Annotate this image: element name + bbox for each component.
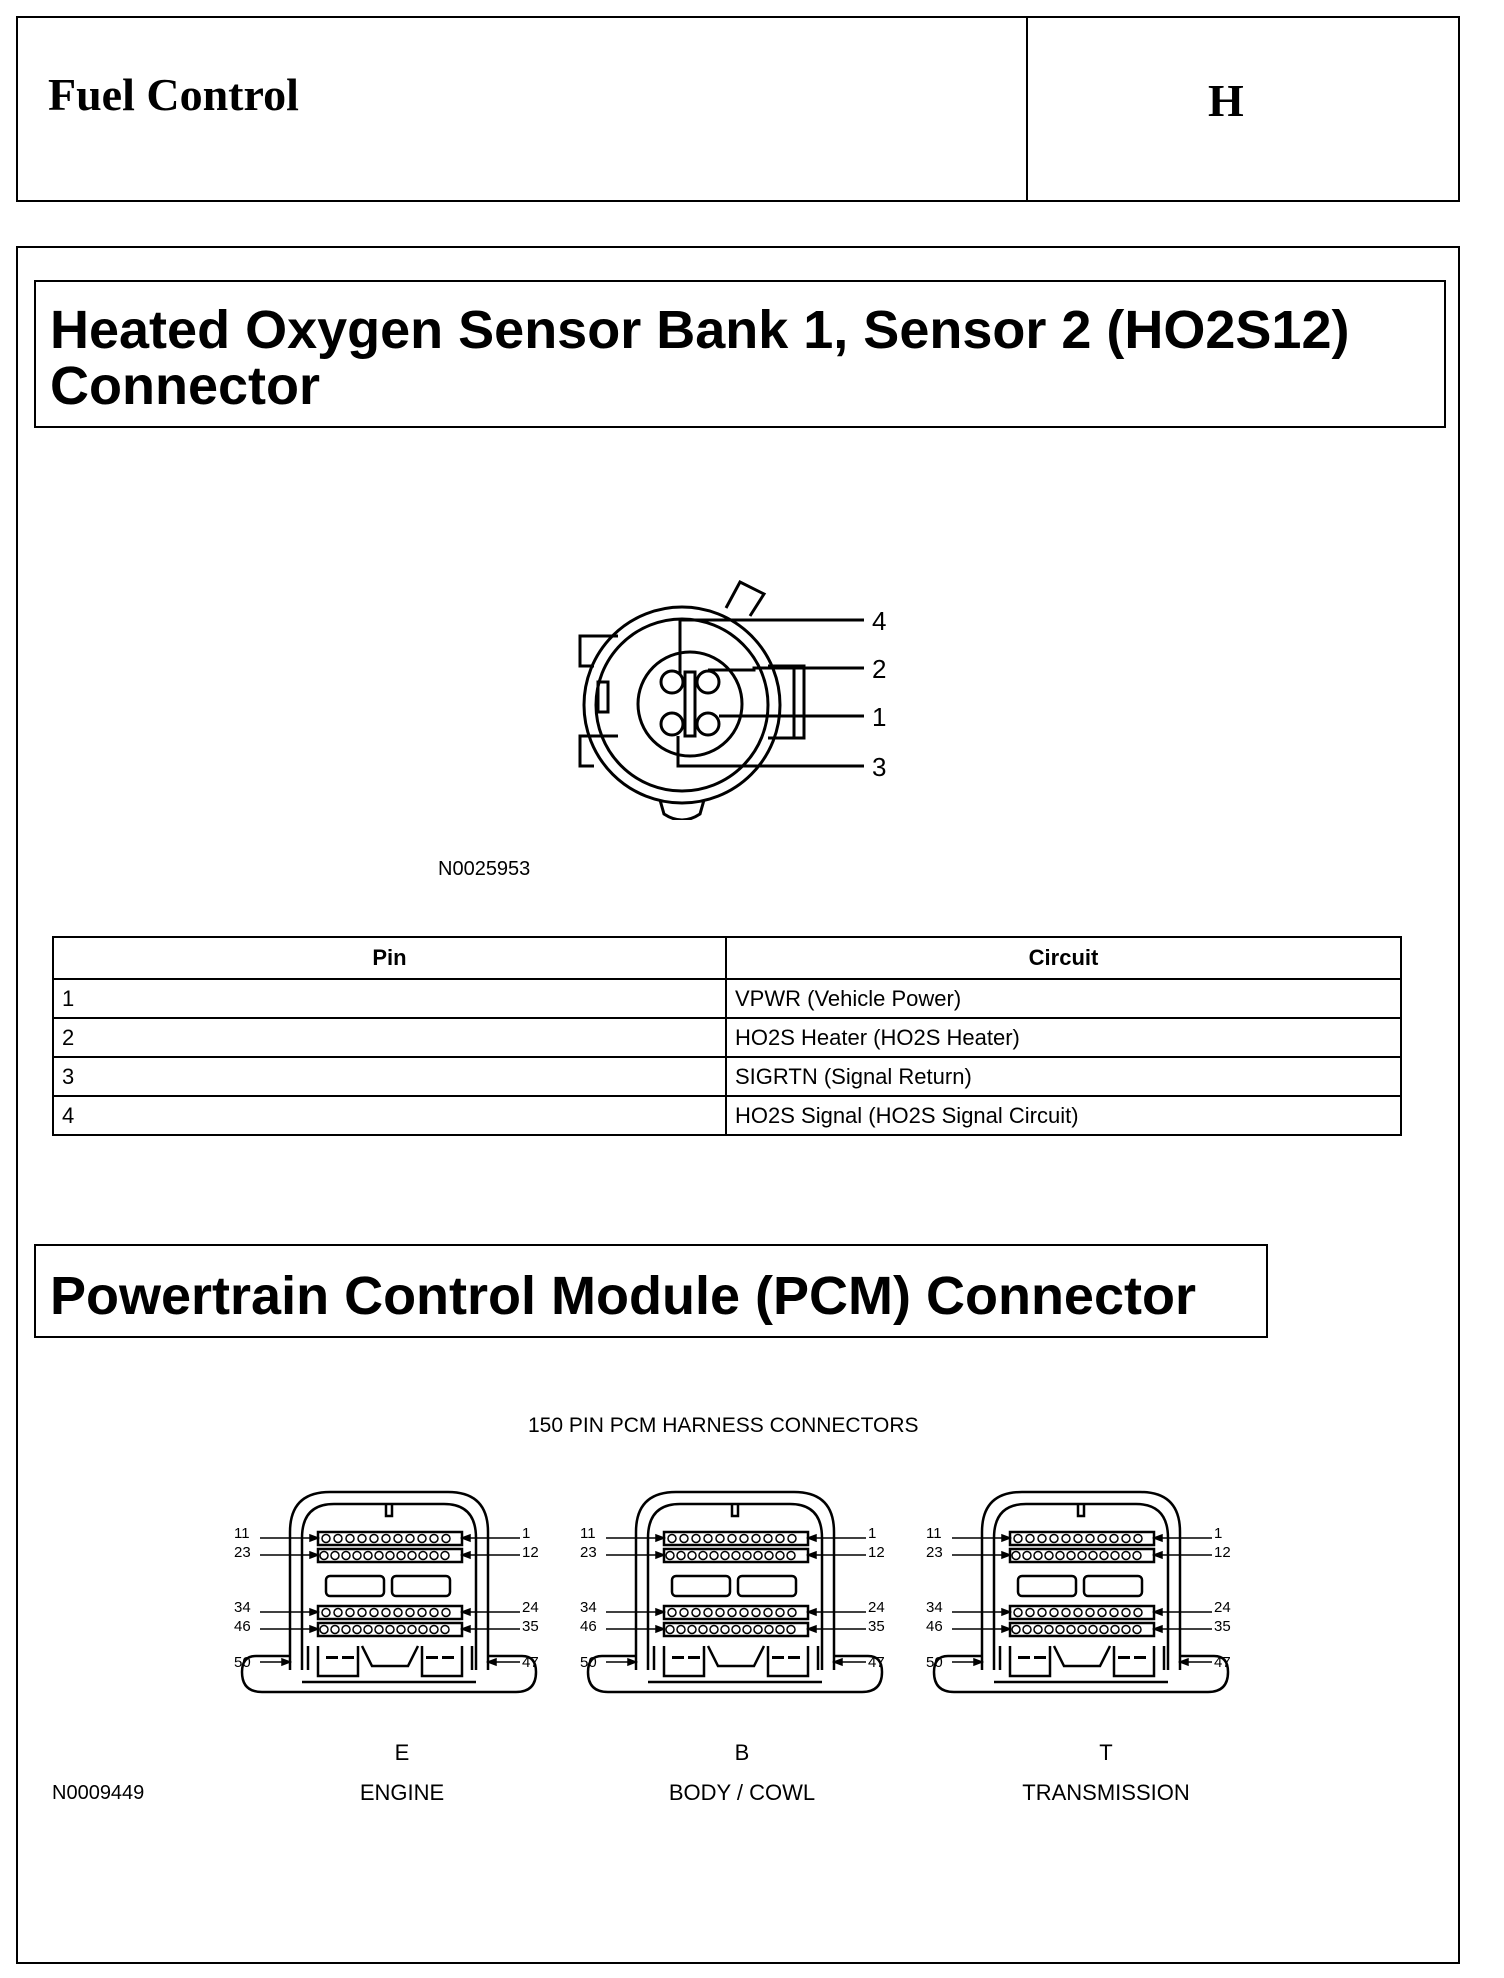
pin-label: 50 <box>580 1654 597 1671</box>
pin-label: 1 <box>868 1525 877 1542</box>
pin-label: 23 <box>926 1544 943 1561</box>
pin-label: 34 <box>234 1599 251 1616</box>
ho2s-heading-box <box>34 280 1446 428</box>
pin-cell: 1 <box>53 979 726 1018</box>
pin-label: 11 <box>926 1525 942 1542</box>
circuit-cell: SIGRTN (Signal Return) <box>726 1057 1401 1096</box>
pcm-heading: Powertrain Control Module (PCM) Connector <box>50 1266 1196 1326</box>
pin-label: 11 <box>234 1525 250 1542</box>
connector-caption-body <box>622 1733 862 1813</box>
pin-circuit-table <box>52 936 1402 1136</box>
pin-label: 46 <box>926 1618 943 1635</box>
table-row <box>53 1096 1401 1135</box>
ho2s-heading-line2: Connector <box>50 356 320 416</box>
pin-label: 35 <box>522 1618 539 1635</box>
ho2s-figure-id: N0025953 <box>438 858 531 880</box>
pin-label: 47 <box>522 1654 539 1671</box>
connector-letter: E <box>394 1740 410 1765</box>
pin-label: 35 <box>868 1618 885 1635</box>
pcm-connector-body-drawing <box>588 1492 882 1692</box>
pin-label: 12 <box>1214 1544 1231 1561</box>
pin-cell: 4 <box>53 1096 726 1135</box>
pcm-connectors-diagram <box>230 1470 1270 1720</box>
pcm-figure-id: N0009449 <box>52 1782 145 1804</box>
connector-name: BODY / COWL <box>668 1780 816 1805</box>
circuit-cell: VPWR (Vehicle Power) <box>726 979 1401 1018</box>
pcm-connector-engine-drawing <box>242 1492 536 1692</box>
ho2s-callout-3: 3 <box>872 752 887 782</box>
table-row <box>53 979 1401 1018</box>
pin-label: 47 <box>1214 1654 1231 1671</box>
circuit-cell: HO2S Heater (HO2S Heater) <box>726 1018 1401 1057</box>
ho2s-callout-1: 1 <box>872 702 887 732</box>
pin-label: 46 <box>580 1618 597 1635</box>
pin-label: 35 <box>1214 1618 1231 1635</box>
pcm-connector-transmission-drawing <box>934 1492 1228 1692</box>
pin-label: 11 <box>580 1525 596 1542</box>
pin-cell: 2 <box>53 1018 726 1057</box>
connector-name: ENGINE <box>359 1780 445 1805</box>
pcm-figure-title: 150 PIN PCM HARNESS CONNECTORS <box>528 1414 919 1437</box>
pin-label: 24 <box>522 1599 539 1616</box>
connector-letter: T <box>1099 1740 1113 1765</box>
pin-label: 47 <box>868 1654 885 1671</box>
header-divider <box>1026 18 1028 200</box>
pin-label: 34 <box>926 1599 943 1616</box>
pin-cell: 3 <box>53 1057 726 1096</box>
table-row <box>53 1018 1401 1057</box>
pin-label: 1 <box>522 1525 531 1542</box>
section-title: Fuel Control <box>48 69 299 120</box>
ho2s-callout-2: 2 <box>872 654 887 684</box>
pin-label: 23 <box>580 1544 597 1561</box>
table-header-row <box>53 937 1401 979</box>
pin-label: 12 <box>868 1544 885 1561</box>
pin-label: 46 <box>234 1618 251 1635</box>
connector-caption-transmission <box>976 1733 1236 1813</box>
table-header-pin: Pin <box>53 937 726 979</box>
table-row <box>53 1057 1401 1096</box>
pin-label: 50 <box>234 1654 251 1671</box>
pin-label: 50 <box>926 1654 943 1671</box>
ho2s-connector-diagram <box>560 570 900 820</box>
pin-label: 12 <box>522 1544 539 1561</box>
pin-label: 23 <box>234 1544 251 1561</box>
pin-label: 24 <box>1214 1599 1231 1616</box>
section-letter: H <box>1208 75 1244 126</box>
pin-label: 1 <box>1214 1525 1223 1542</box>
connector-name: TRANSMISSION <box>1022 1780 1190 1805</box>
connector-letter: B <box>734 1740 750 1765</box>
pin-label: 24 <box>868 1599 885 1616</box>
circuit-cell: HO2S Signal (HO2S Signal Circuit) <box>726 1096 1401 1135</box>
pcm-heading-box <box>34 1244 1268 1338</box>
table-header-circuit: Circuit <box>726 937 1401 979</box>
pin-label: 34 <box>580 1599 597 1616</box>
ho2s-heading-line1: Heated Oxygen Sensor Bank 1, Sensor 2 (HO2S12) <box>50 300 1350 360</box>
ho2s-callout-4: 4 <box>872 606 887 636</box>
connector-caption-engine <box>302 1733 502 1813</box>
